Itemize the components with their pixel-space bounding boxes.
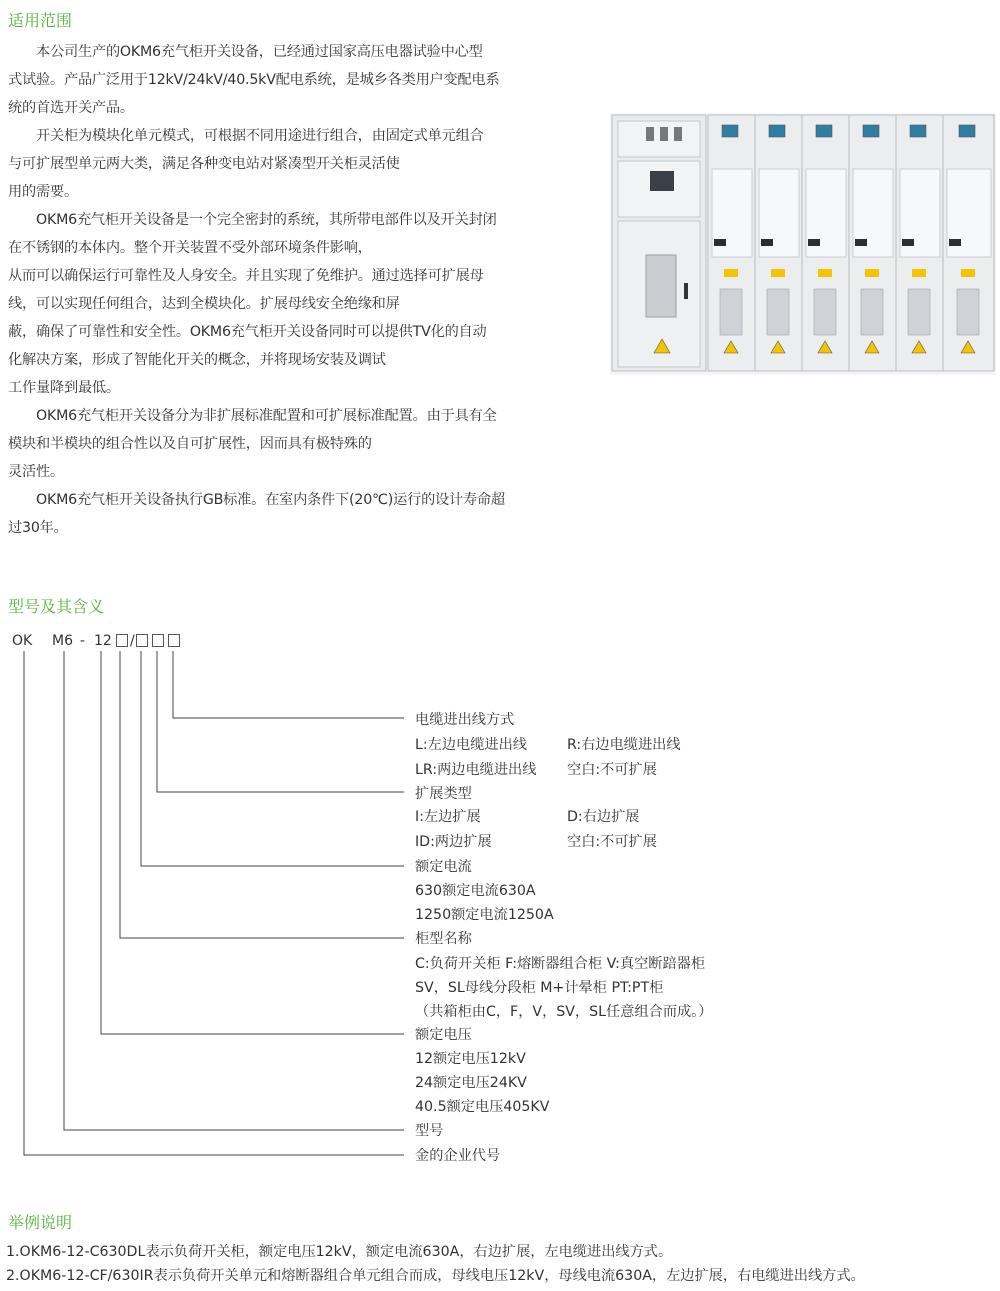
connector-line-voltage — [101, 651, 404, 1034]
label-voltage-12: 12额定电压12kV — [415, 1051, 526, 1067]
model-code-series: M6 — [52, 633, 73, 649]
intro-line: OKM6充气柜开关设备是一个完全密封的系统，其所带电部件以及开关封闭 — [36, 212, 497, 228]
label-cable-both: LR:两边电缆进出线 — [415, 762, 537, 778]
example-line-1: 1.OKM6-12-C630DL表示负荷开关柜，额定电压12kV，额定电流630A，右边扩展，左电缆进出线方式。 — [6, 1244, 673, 1260]
connector-line-extension — [157, 651, 404, 792]
label-model: 型号 — [415, 1123, 444, 1139]
connector-line-company — [24, 651, 404, 1155]
intro-line: 从而可以确保运行可靠性及人身安全。并且实现了免维护。通过选择可扩展母 — [8, 268, 484, 284]
label-rated-voltage: 额定电压 — [415, 1027, 472, 1043]
placeholder-box — [136, 634, 148, 647]
model-code-dash: - — [80, 633, 86, 649]
model-code-slash: / — [130, 633, 135, 649]
cabinet-body — [610, 113, 996, 375]
label-cabinet-types-2: SV，SL母线分段柜 M+计晕柜 PT:PT柜 — [415, 980, 664, 996]
label-voltage-40-5: 40.5额定电压405KV — [415, 1099, 550, 1115]
label-cable-right: R:右边电缆进出线 — [567, 737, 681, 753]
example-line-2: 2.OKM6-12-CF/630IR表示负荷开关单元和熔断器组合单元组合而成，母线电压12kV，母线电流630A，左边扩展，右电缆进出线方式。 — [6, 1268, 865, 1284]
label-cable-left: L:左边电缆进出线 — [415, 737, 527, 753]
placeholder-box — [152, 634, 164, 647]
intro-paragraph — [8, 486, 588, 542]
intro-line: OKM6充气柜开关设备执行GB标准。在室内条件下(20℃)运行的设计寿命超 — [36, 492, 505, 508]
intro-line: 统的首选开关产品。 — [8, 100, 134, 116]
label-extension-type: 扩展类型 — [415, 786, 472, 802]
intro-line: 在不锈钢的本体内。整个开关装置不受外部环境条件影响， — [8, 240, 372, 256]
intro-paragraph — [8, 38, 588, 122]
intro-line: 过30年。 — [8, 520, 68, 536]
model-code-voltage: 12 — [94, 633, 112, 649]
connector-line-model — [64, 651, 404, 1130]
intro-line: 蔽，确保了可靠性和安全性。OKM6充气柜开关设备同时可以提供TV化的自动 — [8, 324, 487, 340]
label-ext-left: I:左边扩展 — [415, 809, 481, 825]
connector-line-cable — [173, 651, 404, 718]
switchgear-product-image — [610, 113, 996, 375]
intro-text — [8, 38, 588, 542]
intro-line: 开关柜为模块化单元模式，可根据不同用途进行组合，由固定式单元组合 — [36, 128, 484, 144]
intro-line: 本公司生产的OKM6充气柜开关设备，已经通过国家高压电器试验中心型 — [36, 44, 483, 60]
intro-line: OKM6充气柜开关设备分为非扩展标准配置和可扩展标准配置。由于具有全 — [36, 408, 497, 424]
label-cabinet-note: （共箱柜由C，F，V，SV，SL任意组合而成。） — [415, 1004, 713, 1020]
label-ext-blank: 空白:不可扩展 — [567, 834, 657, 850]
intro-line: 工作量降到最低。 — [8, 380, 120, 396]
label-rated-current: 额定电流 — [415, 859, 472, 875]
intro-line: 模块和半模块的组合性以及自可扩展性，因而具有极特殊的 — [8, 436, 372, 452]
label-cabinet-type: 柜型名称 — [415, 931, 472, 947]
placeholder-box — [116, 634, 128, 647]
intro-paragraph — [8, 206, 588, 402]
intro-line: 用的需要。 — [8, 184, 78, 200]
model-code-prefix: OK — [12, 633, 33, 649]
connector-line-cabinet — [120, 651, 404, 938]
intro-line: 化解决方案，形成了智能化开关的概念，并将现场安装及调试 — [8, 352, 386, 368]
label-ext-both: ID:两边扩展 — [415, 834, 492, 850]
label-current-1250: 1250额定电流1250A — [415, 907, 554, 923]
label-cable-blank: 空白:不可扩展 — [567, 762, 657, 778]
section-title-examples: 举例说明 — [8, 1213, 73, 1232]
label-cable-mode: 电缆进出线方式 — [415, 712, 515, 728]
intro-line: 线，可以实现任何组合，达到全模块化。扩展母线安全绝缘和屏 — [8, 296, 400, 312]
connector-line-current — [141, 651, 404, 866]
label-company-code: 金的企业代号 — [415, 1148, 501, 1164]
intro-line: 与可扩展型单元两大类，满足各种变电站对紧凑型开关柜灵活使 — [8, 156, 400, 172]
intro-paragraph — [8, 122, 588, 206]
intro-line: 灵活性。 — [8, 464, 64, 480]
section-title-model-meaning: 型号及其含义 — [8, 597, 105, 616]
section-title-scope: 适用范围 — [8, 11, 73, 30]
label-current-630: 630额定电流630A — [415, 883, 536, 899]
label-ext-right: D:右边扩展 — [567, 809, 640, 825]
intro-line: 式试验。产品广泛用于12kV/24kV/40.5kV配电系统，是城乡各类用户变配电系 — [8, 72, 500, 88]
label-voltage-24: 24额定电压24KV — [415, 1075, 527, 1091]
placeholder-box — [168, 634, 180, 647]
label-cabinet-types-1: C:负荷开关柜 F:熔断器组合柜 V:真空断踣器柜 — [415, 956, 706, 972]
intro-paragraph — [8, 402, 588, 486]
